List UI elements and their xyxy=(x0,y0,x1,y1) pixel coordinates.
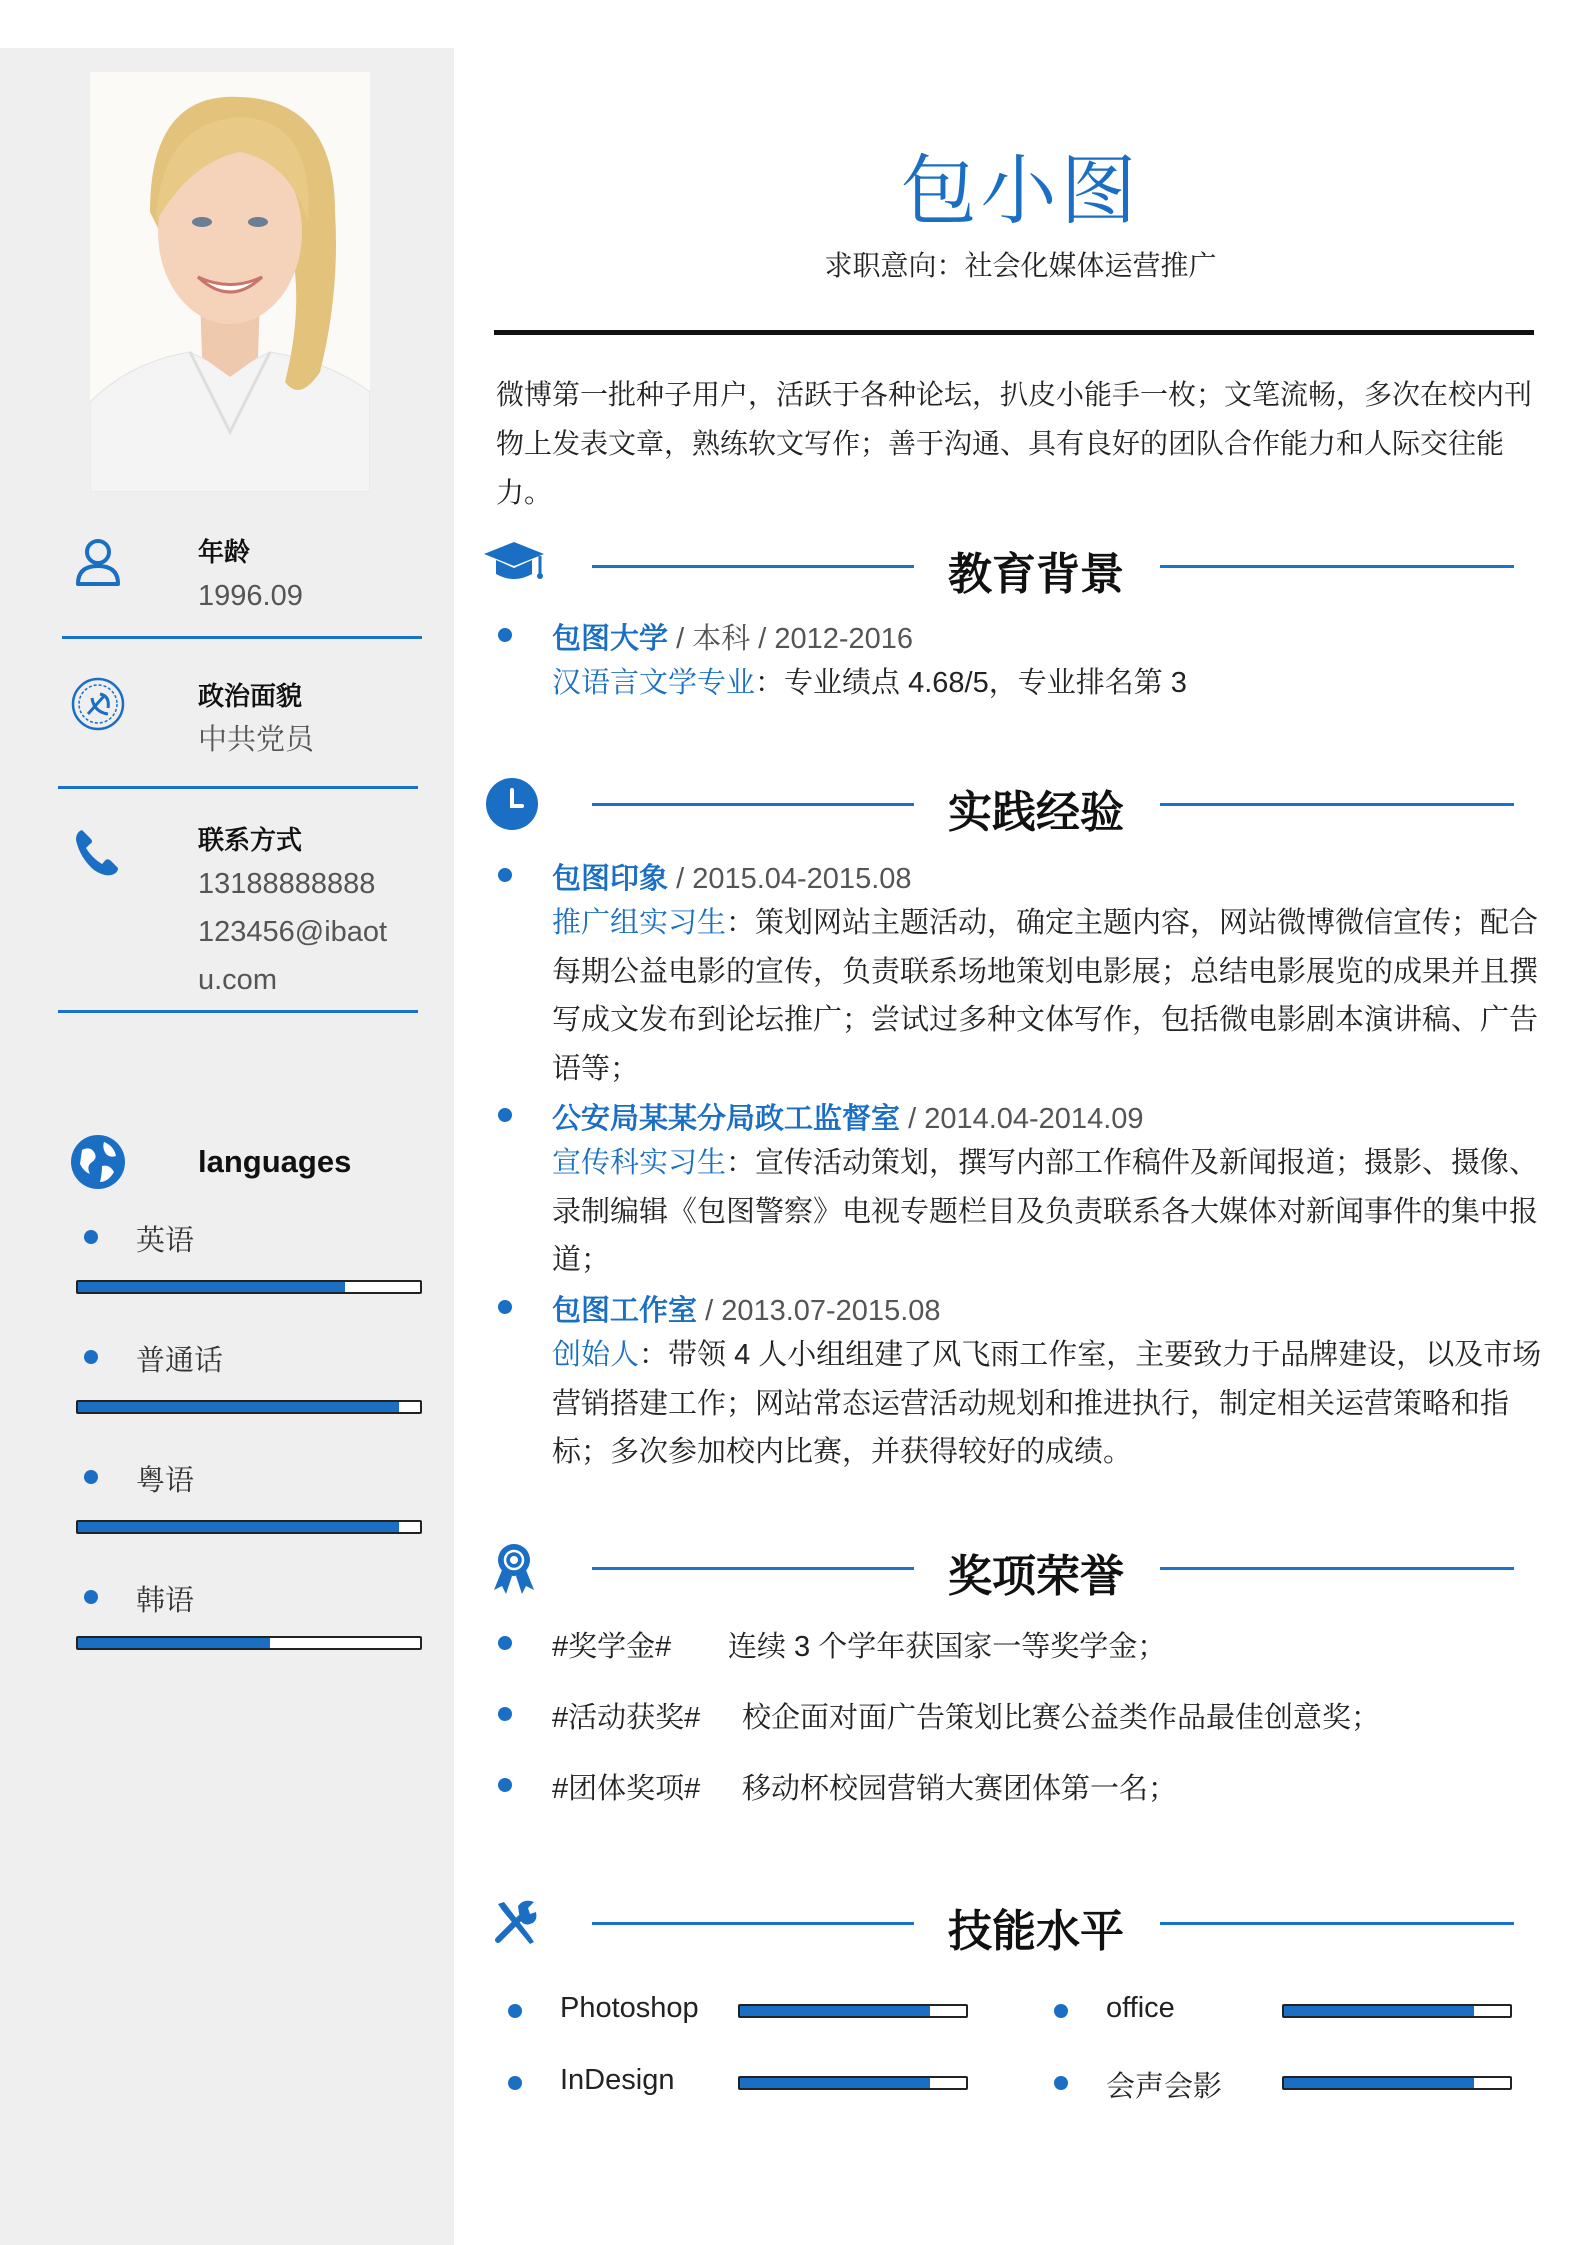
sidebar-divider xyxy=(58,786,418,789)
section-line xyxy=(592,565,914,568)
major: 汉语言文学专业 xyxy=(552,667,756,699)
experience-header xyxy=(552,856,912,897)
self-summary: 微博第一批种子用户，活跃于各种论坛，扒皮小能手一枚；文笔流畅，多次在校内刊物上发表文章，熟练软文写作；善于沟通、具有良好的团队合作能力和人际交往能力。 xyxy=(496,379,1533,508)
experience-bullet xyxy=(498,868,512,882)
sidebar-divider xyxy=(62,636,422,639)
language-name: 英语 xyxy=(136,1225,195,1257)
politics-label: 政治面貌 xyxy=(198,681,303,711)
section-line xyxy=(1160,803,1514,806)
section-line xyxy=(592,803,914,806)
skill-name: 会声会影 xyxy=(1106,2071,1223,2103)
skills-title: 技能水平 xyxy=(948,1907,1124,1956)
languages-title: languages xyxy=(198,1144,352,1179)
section-line xyxy=(1160,1567,1514,1570)
education-bullet xyxy=(498,628,512,642)
portrait-illustration xyxy=(90,72,370,492)
education-detail xyxy=(552,659,1542,708)
award-bullet xyxy=(498,1778,512,1792)
award-text: 移动杯校园营销大赛团体第一名； xyxy=(742,1773,1178,1805)
skill-level-fill xyxy=(740,2078,930,2088)
language-level-bar xyxy=(76,1636,422,1650)
responsibilities: ：策划网站主题活动，确定主题内容，网站微博微信宣传；配合每期公益电影的宣传，负责联系场地策划电影展；总结电影展览的成果并且撰写成文发布到论坛推广；尝试过多种文体写作，包括微电影剧本演讲稿、广告语等； xyxy=(552,907,1539,1085)
language-name: 粤语 xyxy=(136,1465,195,1497)
award-bullet xyxy=(498,1707,512,1721)
award-tag: #奖学金# xyxy=(552,1631,672,1663)
experience-bullet xyxy=(498,1300,512,1314)
graduation-cap-icon xyxy=(482,536,542,596)
award-tag: #活动获奖# xyxy=(552,1702,701,1734)
experience-header xyxy=(552,1288,941,1329)
study-period: / 2012-2016 xyxy=(758,623,914,655)
award-ribbon-icon xyxy=(488,1540,548,1600)
responsibilities: ：宣传活动策划，撰写内部工作稿件及新闻报道；摄影、摄像、录制编辑《包图警察》电视专题栏目及负责联系各大媒体对新闻事件的集中报道； xyxy=(552,1147,1539,1276)
language-name: 普通话 xyxy=(136,1345,224,1377)
contact-phone: 13188888888 xyxy=(198,868,376,900)
skill-bullet xyxy=(1054,2076,1068,2090)
language-level-fill xyxy=(78,1402,399,1412)
skill-level-fill xyxy=(740,2006,930,2016)
language-bullet xyxy=(84,1230,98,1244)
responsibilities: ：带领 4 人小组组建了风飞雨工作室，主要致力于品牌建设，以及市场营销搭建工作；网站常态运营活动规划和推进执行，制定相关运营策略和指标；多次参加校内比赛，并获得较好的成绩。 xyxy=(552,1339,1542,1468)
award-item xyxy=(552,1695,1380,1736)
skill-level-bar xyxy=(738,2004,968,2018)
skill-level-bar xyxy=(1282,2004,1512,2018)
language-level-bar xyxy=(76,1280,422,1294)
age-label: 年龄 xyxy=(198,537,251,567)
globe-icon xyxy=(68,1132,128,1192)
skill-level-fill xyxy=(1284,2078,1474,2088)
work-period: / 2014.04-2014.09 xyxy=(908,1103,1144,1135)
language-level-fill xyxy=(78,1522,399,1532)
skill-bullet xyxy=(1054,2004,1068,2018)
section-line xyxy=(592,1567,914,1570)
phone-icon xyxy=(68,822,128,882)
gpa-detail: ：专业绩点 4.68/5，专业排名第 3 xyxy=(755,667,1187,699)
experience-description xyxy=(552,1331,1542,1477)
award-text: 连续 3 个学年获国家一等奖学金； xyxy=(728,1631,1167,1663)
skill-name: InDesign xyxy=(560,2064,675,2096)
organization: 公安局某某分局政工监督室 xyxy=(552,1103,901,1135)
contact-email: u.com xyxy=(198,964,277,996)
education-title: 教育背景 xyxy=(948,550,1124,599)
clock-icon xyxy=(484,776,544,836)
politics-value: 中共党员 xyxy=(198,724,315,756)
role: 创始人 xyxy=(552,1339,640,1371)
candidate-name: 包小图 xyxy=(900,149,1141,234)
section-line xyxy=(592,1922,914,1925)
experience-bullet xyxy=(498,1108,512,1122)
award-tag: #团体奖项# xyxy=(552,1773,701,1805)
role: 推广组实习生 xyxy=(552,907,727,939)
organization: 包图工作室 xyxy=(552,1295,698,1327)
skill-name: Photoshop xyxy=(560,1992,699,2024)
school-name: 包图大学 xyxy=(552,623,669,655)
education-header xyxy=(552,616,913,657)
party-emblem-icon xyxy=(68,674,128,734)
language-name: 韩语 xyxy=(136,1585,195,1617)
language-level-fill xyxy=(78,1638,270,1648)
experience-description xyxy=(552,899,1542,1093)
award-bullet xyxy=(498,1636,512,1650)
experience-title: 实践经验 xyxy=(948,788,1124,837)
skill-level-bar xyxy=(738,2076,968,2090)
language-bullet xyxy=(84,1470,98,1484)
profile-photo xyxy=(90,72,370,492)
language-level-bar xyxy=(76,1400,422,1414)
degree: / 本科 xyxy=(676,623,751,655)
language-level-bar xyxy=(76,1520,422,1534)
age-value: 1996.09 xyxy=(198,580,303,612)
language-bullet xyxy=(84,1350,98,1364)
award-text: 校企面对面广告策划比赛公益类作品最佳创意奖； xyxy=(742,1702,1381,1734)
skill-name: office xyxy=(1106,1992,1175,2024)
sidebar-divider xyxy=(58,1010,418,1013)
awards-title: 奖项荣誉 xyxy=(948,1552,1124,1601)
organization: 包图印象 xyxy=(552,863,669,895)
skill-bullet xyxy=(508,2076,522,2090)
language-level-fill xyxy=(78,1282,345,1292)
experience-header xyxy=(552,1096,1144,1137)
header-rule xyxy=(494,330,1534,335)
contact-email: 123456@ibaot xyxy=(198,916,388,948)
language-bullet xyxy=(84,1590,98,1604)
user-icon xyxy=(68,532,128,592)
role: 宣传科实习生 xyxy=(552,1147,727,1179)
experience-description xyxy=(552,1139,1542,1285)
section-line xyxy=(1160,1922,1514,1925)
job-intent: 求职意向：社会化媒体运营推广 xyxy=(824,250,1217,281)
section-line xyxy=(1160,565,1514,568)
skill-bullet xyxy=(508,2004,522,2018)
contact-label: 联系方式 xyxy=(198,825,303,855)
award-item xyxy=(552,1766,1177,1807)
skill-level-fill xyxy=(1284,2006,1474,2016)
work-period: / 2013.07-2015.08 xyxy=(705,1295,941,1327)
tools-icon xyxy=(490,1896,550,1956)
skill-level-bar xyxy=(1282,2076,1512,2090)
award-item xyxy=(552,1624,1166,1665)
work-period: / 2015.04-2015.08 xyxy=(676,863,912,895)
